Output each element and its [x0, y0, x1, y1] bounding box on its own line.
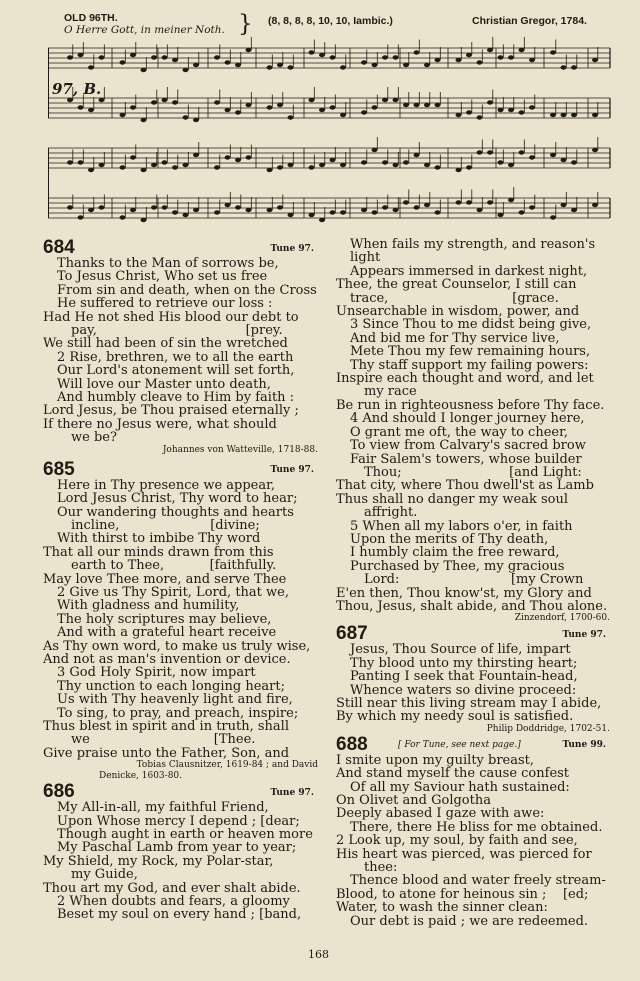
- verse-line: Our Lord's atonement will set forth,: [57, 363, 295, 379]
- verse-line: 2 Rise, brethren, we to all the earth: [57, 349, 294, 365]
- verse-line: 3 God Holy Spirit, now impart: [57, 665, 256, 681]
- verse-line: To Jesus Christ, Who set us free: [57, 269, 268, 285]
- hymn-687: [336, 624, 614, 734]
- verse-line: Thou art my God, and ever shalt abide.: [43, 880, 301, 896]
- hymn-tune-ref: Tune 97.: [270, 243, 314, 254]
- verse-line: we [Thee.: [71, 732, 256, 748]
- verse-line: He suffered to retrieve our loss :: [57, 296, 273, 312]
- verse-line: Fair Salem's towers, whose builder: [350, 451, 582, 467]
- tune-composer: Christian Gregor, 1784.: [472, 15, 587, 27]
- hymn-heading: [43, 460, 322, 479]
- hymn-column-left: [43, 238, 322, 922]
- hymn-heading: [336, 735, 614, 754]
- verse-line: And with a grateful heart receive: [57, 625, 277, 641]
- verse-line: From sin and death, when on the Cross: [57, 282, 317, 298]
- verse-line: Upon Whose mercy I depend ; [dear;: [57, 813, 300, 829]
- verse-line: 3 Since Thou to me didst being give,: [350, 317, 592, 333]
- verse-line: Jesus, Thou Source of life, impart: [350, 642, 571, 658]
- verse-line: O grant me oft, the way to cheer,: [350, 424, 569, 440]
- verse-line: E'en then, Thou know'st, my Glory and: [336, 585, 592, 601]
- verse-line: Thy unction to each longing heart;: [57, 678, 285, 694]
- hymn-lines: [43, 257, 322, 445]
- verse-line: His heart was pierced, was pierced for: [336, 846, 592, 862]
- verse-line: Be run in righteousness before Thy face.: [336, 397, 605, 413]
- tune-number: 97, B.: [52, 80, 102, 98]
- verse-line: Thus blest in spirit and in truth, shall: [43, 719, 289, 734]
- hymn-heading: [43, 238, 322, 257]
- verse-line: Though aught in earth or heaven more: [57, 827, 313, 843]
- verse-line: my race: [364, 384, 417, 400]
- verse-line: On Olivet and Golgotha: [336, 793, 491, 809]
- verse-line: Will love our Master unto death,: [57, 376, 271, 392]
- verse-line: Upon the merits of Thy death,: [350, 531, 549, 547]
- hymn-number: 688: [336, 733, 368, 755]
- verse-line: Thou, Jesus, shalt abide, and Thou alone.: [336, 598, 608, 614]
- verse-line: By which my needy soul is satisfied.: [336, 709, 574, 725]
- verse-line: Thence blood and water freely stream-: [350, 873, 606, 889]
- hymn-author: Johannes von Watteville, 1718-88.: [162, 444, 318, 455]
- page-number: 168: [308, 948, 329, 961]
- verse-line: Blood, to atone for heinous sin ; [ed;: [336, 886, 589, 902]
- hymn-686-continued: [336, 238, 614, 624]
- hymn-lines: [336, 238, 614, 613]
- hymn-note: [ For Tune, see next page.]: [398, 740, 521, 751]
- verse-line: If there no Jesus were, what should: [43, 416, 277, 432]
- verse-line: trace, [grace.: [350, 290, 559, 306]
- hymn-heading: [336, 624, 614, 643]
- verse-line: Lord Jesus, be Thou praised eternally ;: [43, 403, 299, 419]
- verse-line: affright.: [364, 505, 418, 521]
- verse-line: Appears immersed in darkest night,: [350, 263, 588, 279]
- verse-line: And not as man's invention or device.: [43, 651, 291, 667]
- verse-line: Panting I seek that Fountain-head,: [350, 669, 578, 685]
- hymn-688: [336, 735, 614, 928]
- verse-line: Whence waters so divine proceed:: [350, 682, 577, 698]
- verse-line: Here in Thy presence we appear,: [57, 477, 276, 493]
- verse-line: Beset my soul on every hand ; [band,: [57, 907, 302, 923]
- verse-line: thee:: [364, 860, 398, 876]
- hymn-author: Tobias Clausnitzer, 1619-84 ; and David: [136, 760, 318, 771]
- hymn-lines: [43, 479, 322, 761]
- music-score: [48, 36, 612, 232]
- hymn-number: 687: [336, 623, 368, 645]
- hymn-column-right: [336, 238, 614, 928]
- verse-line: light: [350, 250, 381, 266]
- verse-line: Lord Jesus Christ, Thy word to hear;: [57, 491, 298, 507]
- verse-line: Our wandering thoughts and hearts: [57, 504, 294, 520]
- hymn-author-cont: Denicke, 1603-80.: [99, 771, 183, 782]
- verse-line: My All-in-all, my faithful Friend,: [57, 800, 269, 816]
- verse-line: To sing, to pray, and preach, inspire;: [57, 705, 299, 721]
- verse-line: Of all my Saviour hath sustained:: [350, 779, 570, 795]
- verse-line: May love Thee more, and serve Thee: [43, 571, 287, 587]
- verse-line: The holy scriptures may believe,: [57, 611, 272, 627]
- hymn-684: [43, 238, 322, 456]
- verse-line: Our debt is paid ; we are redeemed.: [350, 913, 589, 929]
- verse-line: Purchased by Thee, my gracious: [350, 558, 565, 574]
- hymn-heading: [43, 782, 322, 801]
- verse-line: With thirst to imbibe Thy word: [57, 531, 261, 547]
- verse-line: Thy staff support my failing powers:: [350, 357, 589, 373]
- verse-line: There, there He bliss for me obtained.: [350, 819, 603, 835]
- verse-line: And humbly cleave to Him by faith :: [57, 390, 295, 406]
- hymn-number: 686: [43, 781, 75, 803]
- verse-line: incline, [divine;: [71, 517, 260, 533]
- verse-line: My Shield, my Rock, my Polar-star,: [43, 853, 274, 869]
- hymn-lines: [336, 754, 614, 928]
- verse-line: my Guide,: [71, 867, 138, 883]
- hymn-author: Philip Doddridge, 1702-51.: [486, 723, 610, 734]
- hymn-lines: [43, 801, 322, 922]
- hymn-number: 685: [43, 458, 75, 480]
- verse-line: Thee, the great Counselor, I still can: [336, 277, 577, 293]
- verse-line: Thy blood unto my thirsting heart;: [350, 655, 578, 671]
- verse-line: That all our minds drawn from this: [43, 544, 274, 560]
- verse-line: 2 Give us Thy Spirit, Lord, that we,: [57, 584, 289, 600]
- brace-mark: }: [238, 11, 253, 37]
- verse-line: Deeply abased I gaze with awe:: [336, 806, 545, 822]
- hymn-lines: [336, 643, 614, 723]
- verse-line: Unsearchable in wisdom, power, and: [336, 304, 580, 320]
- verse-line: Us with Thy heavenly light and fire,: [57, 692, 293, 708]
- verse-line: And stand myself the cause confest: [336, 766, 570, 782]
- verse-line: pay, [prey.: [71, 323, 283, 339]
- verse-line: Mete Thou my few remaining hours,: [350, 344, 591, 360]
- tune-title-block: [64, 12, 225, 36]
- hymn-tune-ref: Tune 97.: [270, 787, 314, 798]
- hymn-tune-ref: Tune 99.: [562, 740, 606, 751]
- verse-line: I smite upon my guilty breast,: [336, 752, 535, 768]
- verse-line: With gladness and humility,: [57, 598, 240, 614]
- verse-line: Give praise unto the Father, Son, and: [43, 745, 290, 761]
- verse-line: 5 When all my labors o'er, in faith: [350, 518, 573, 534]
- verse-line: Had He not shed His blood our debt to: [43, 309, 299, 325]
- verse-line: Thanks to the Man of sorrows be,: [57, 256, 279, 271]
- verse-line: Inspire each thought and word, and let: [336, 371, 594, 387]
- verse-line: I humbly claim the free reward,: [350, 545, 560, 561]
- verse-line: To view from Calvary's sacred brow: [350, 438, 586, 454]
- verse-line: Thou; [and Light:: [364, 464, 582, 480]
- verse-line: We still had been of sin the wretched: [43, 336, 288, 352]
- tune-meter: (8, 8, 8, 8, 10, 10, Iambic.): [268, 15, 393, 27]
- verse-line: When fails my strength, and reason's: [350, 237, 596, 252]
- verse-line: And bid me for Thy service live,: [350, 330, 560, 346]
- hymn-tune-ref: Tune 97.: [270, 465, 314, 476]
- hymn-number: 684: [43, 237, 75, 258]
- hymn-tune-ref: Tune 97.: [562, 629, 606, 640]
- hymn-author: Zinzendorf, 1700-60.: [514, 613, 610, 624]
- verse-line: That city, where Thou dwell'st as Lamb: [336, 478, 594, 494]
- verse-line: Lord: [my Crown: [364, 572, 584, 588]
- hymn-686: [43, 782, 322, 922]
- verse-line: Still near this living stream may I abide,: [336, 696, 602, 711]
- verse-line: earth to Thee, [faithfully.: [71, 558, 277, 574]
- verse-line: 2 When doubts and fears, a gloomy: [57, 894, 290, 910]
- hymn-685: [43, 460, 322, 783]
- verse-line: Water, to wash the sinner clean:: [336, 900, 548, 916]
- verse-line: As Thy own word, to make us truly wise,: [43, 638, 311, 654]
- verse-line: My Paschal Lamb from year to year;: [57, 840, 297, 856]
- tune-subtitle: O Herre Gott, in meiner Noth.: [64, 24, 225, 36]
- verse-line: Thus shall no danger my weak soul: [336, 491, 569, 507]
- verse-line: 4 And should I longer journey here,: [350, 411, 585, 427]
- verse-line: we be?: [71, 430, 117, 446]
- tune-name: OLD 96TH.: [64, 12, 118, 24]
- verse-line: 2 Look up, my soul, by faith and see,: [336, 833, 578, 849]
